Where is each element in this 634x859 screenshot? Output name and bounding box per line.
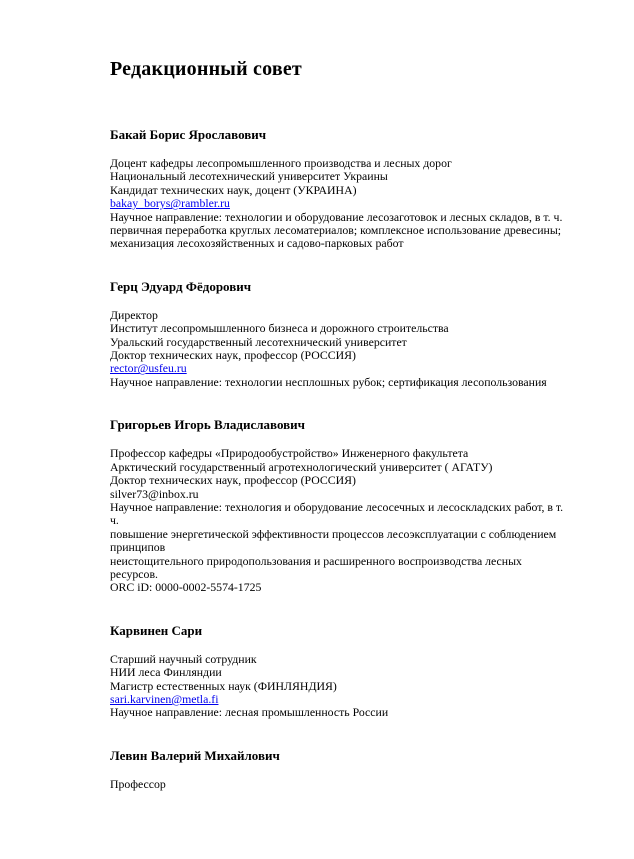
member-line: Национальный лесотехнический университет Украины xyxy=(110,169,388,184)
member-section xyxy=(110,748,604,791)
member-line: ч. xyxy=(110,513,119,528)
member-line: Профессор xyxy=(110,776,166,791)
member-line: Кандидат технических наук, доцент (УКРАИНА) xyxy=(110,182,357,197)
member-line: Доктор технических наук, профессор (РОССИЯ) xyxy=(110,348,356,363)
email-link[interactable]: bakay_borys@rambler.ru xyxy=(110,196,230,211)
member-line: Доцент кафедры лесопромышленного производства и лесных дорог xyxy=(110,156,452,170)
member-line: НИИ леса Финляндии xyxy=(110,665,222,680)
member-line: принципов xyxy=(110,540,166,555)
member-line: Доктор технических наук, профессор (РОССИЯ) xyxy=(110,473,356,488)
member-name: Карвинен Сари xyxy=(110,622,203,638)
member-section xyxy=(110,417,604,594)
email-link[interactable]: rector@usfeu.ru xyxy=(110,361,187,376)
member-line xyxy=(110,362,604,375)
member-line: Институт лесопромышленного бизнеса и дорожного строительства xyxy=(110,321,449,336)
member-line: Научное направление: технологии несплошных рубок; сертификация лесопользования xyxy=(110,374,547,389)
member-line: механизация лесохозяйственных и садово-парковых работ xyxy=(110,236,404,251)
member-name: Левин Валерий Михайлович xyxy=(110,747,280,763)
member-line: Научное направление: технология и оборудование лесосечных и лесоскладских работ, в т. xyxy=(110,499,564,514)
member-name: Герц Эдуард Фёдорович xyxy=(110,278,252,294)
member-section xyxy=(110,127,604,251)
member-line: silver73@inbox.ru xyxy=(110,486,199,501)
member-line: Профессор кафедры «Природообустройство» Инженерного факультета xyxy=(110,446,469,461)
member-section xyxy=(110,279,604,389)
member-line: ресурсов. xyxy=(110,566,158,581)
member-line xyxy=(110,197,604,210)
email-link[interactable]: sari.karvinen@metla.fi xyxy=(110,691,219,706)
member-name: Бакай Борис Ярославович xyxy=(110,127,267,142)
member-line: Арктический государственный агротехнологический университет ( АГАТУ) xyxy=(110,459,493,474)
member-line: Старший научный сотрудник xyxy=(110,651,257,666)
member-line: Магистр естественных наук (ФИНЛЯНДИЯ) xyxy=(110,678,337,693)
member-line: неистощительного природопользования и расширенного воспроизводства лесных xyxy=(110,553,522,568)
member-line: Уральский государственный лесотехнический университет xyxy=(110,334,407,349)
member-line: Научное направление: лесная промышленность России xyxy=(110,705,389,720)
member-line: повышение энергетической эффективности процессов лесоэксплуатации с соблюдением xyxy=(110,526,557,541)
member-line xyxy=(110,693,604,706)
member-line: первичная переработка круглых лесоматериалов; комплексное использование древесины; xyxy=(110,223,562,238)
member-line: ORC iD: 0000-0002-5574-1725 xyxy=(110,580,262,595)
member-line: Научное направление: технологии и оборудование лесозаготовок и лесных складов, в т. ч. xyxy=(110,209,563,224)
page-title: Редакционный совет xyxy=(110,58,302,80)
member-line: Директор xyxy=(110,307,158,322)
member-section xyxy=(110,623,604,720)
member-name: Григорьев Игорь Владиславович xyxy=(110,417,305,433)
